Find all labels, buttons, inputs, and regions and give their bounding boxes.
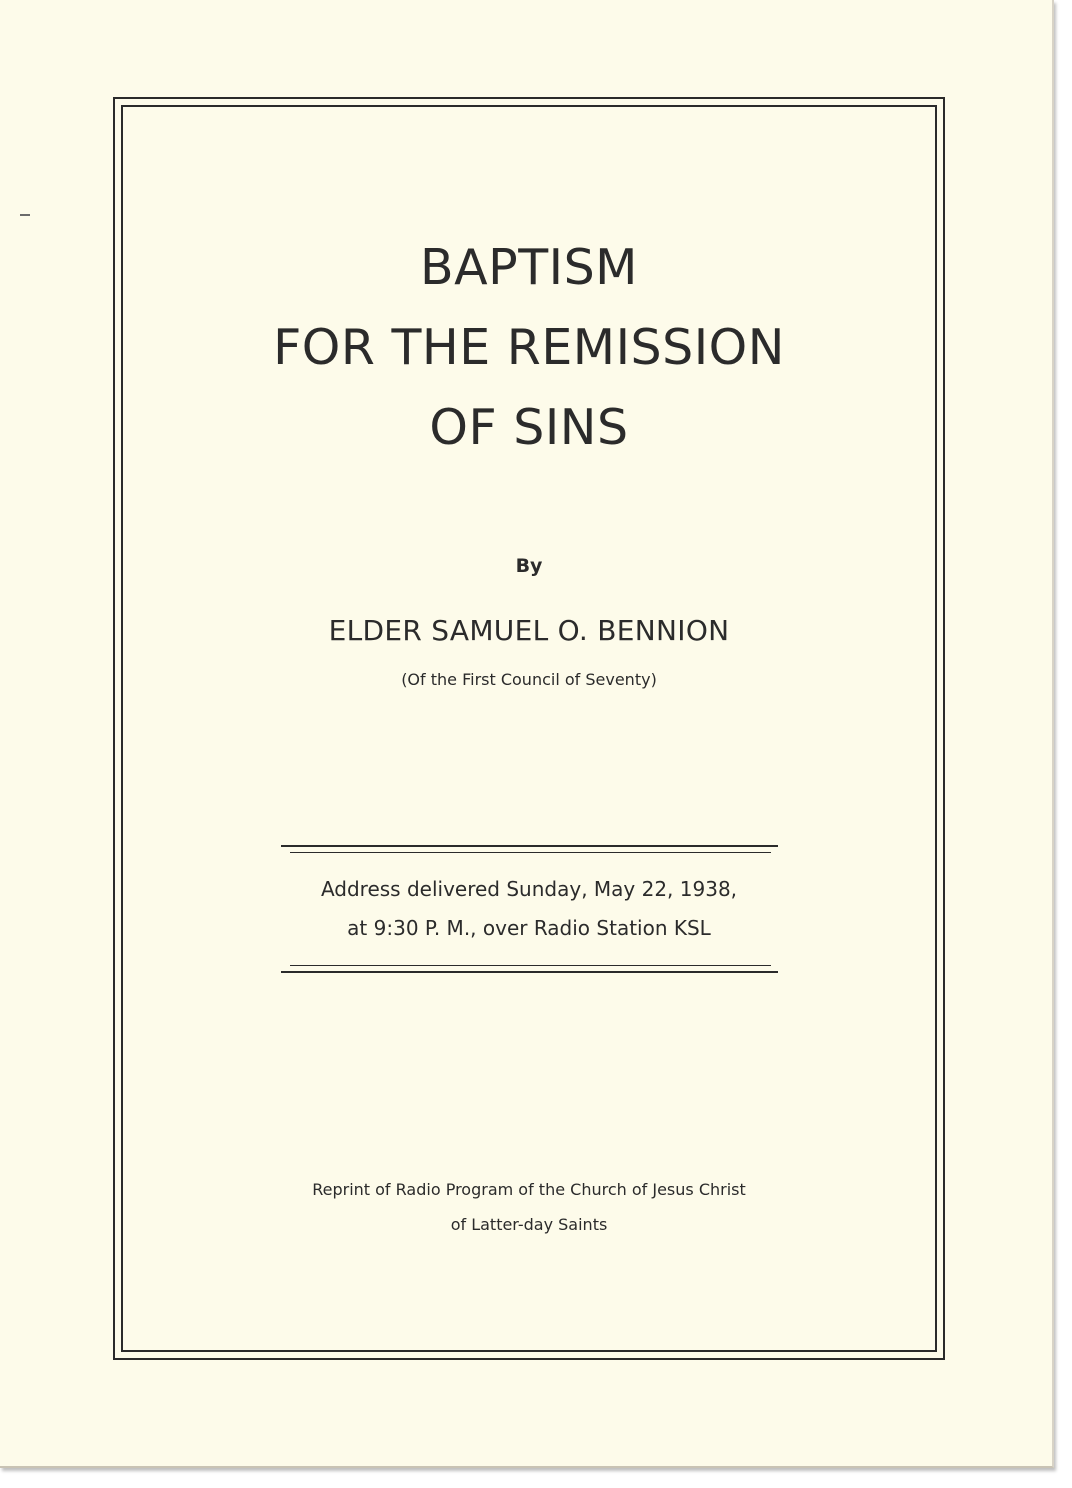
author-affiliation: (Of the First Council of Seventy) <box>401 670 657 689</box>
title-line-2: FOR THE REMISSION <box>273 319 785 376</box>
divider-rule-bottom-thin <box>290 965 771 966</box>
address-line-1: Address delivered Sunday, May 22, 1938, <box>320 877 738 901</box>
paper-speck <box>20 214 30 216</box>
title-line-1: BAPTISM <box>420 239 638 296</box>
reprint-line-2: of Latter-day Saints <box>450 1215 608 1234</box>
byline-prefix: By <box>515 555 543 577</box>
author-name: ELDER SAMUEL O. BENNION <box>328 614 730 647</box>
address-line-2: at 9:30 P. M., over Radio Station KSL <box>347 916 711 940</box>
divider-rule-top-thin <box>290 852 771 853</box>
divider-rule-bottom <box>281 971 778 973</box>
reprint-line-1: Reprint of Radio Program of the Church of Jesus Christ <box>312 1180 746 1199</box>
divider-rule-top <box>281 845 778 847</box>
title-line-3: OF SINS <box>429 399 629 456</box>
